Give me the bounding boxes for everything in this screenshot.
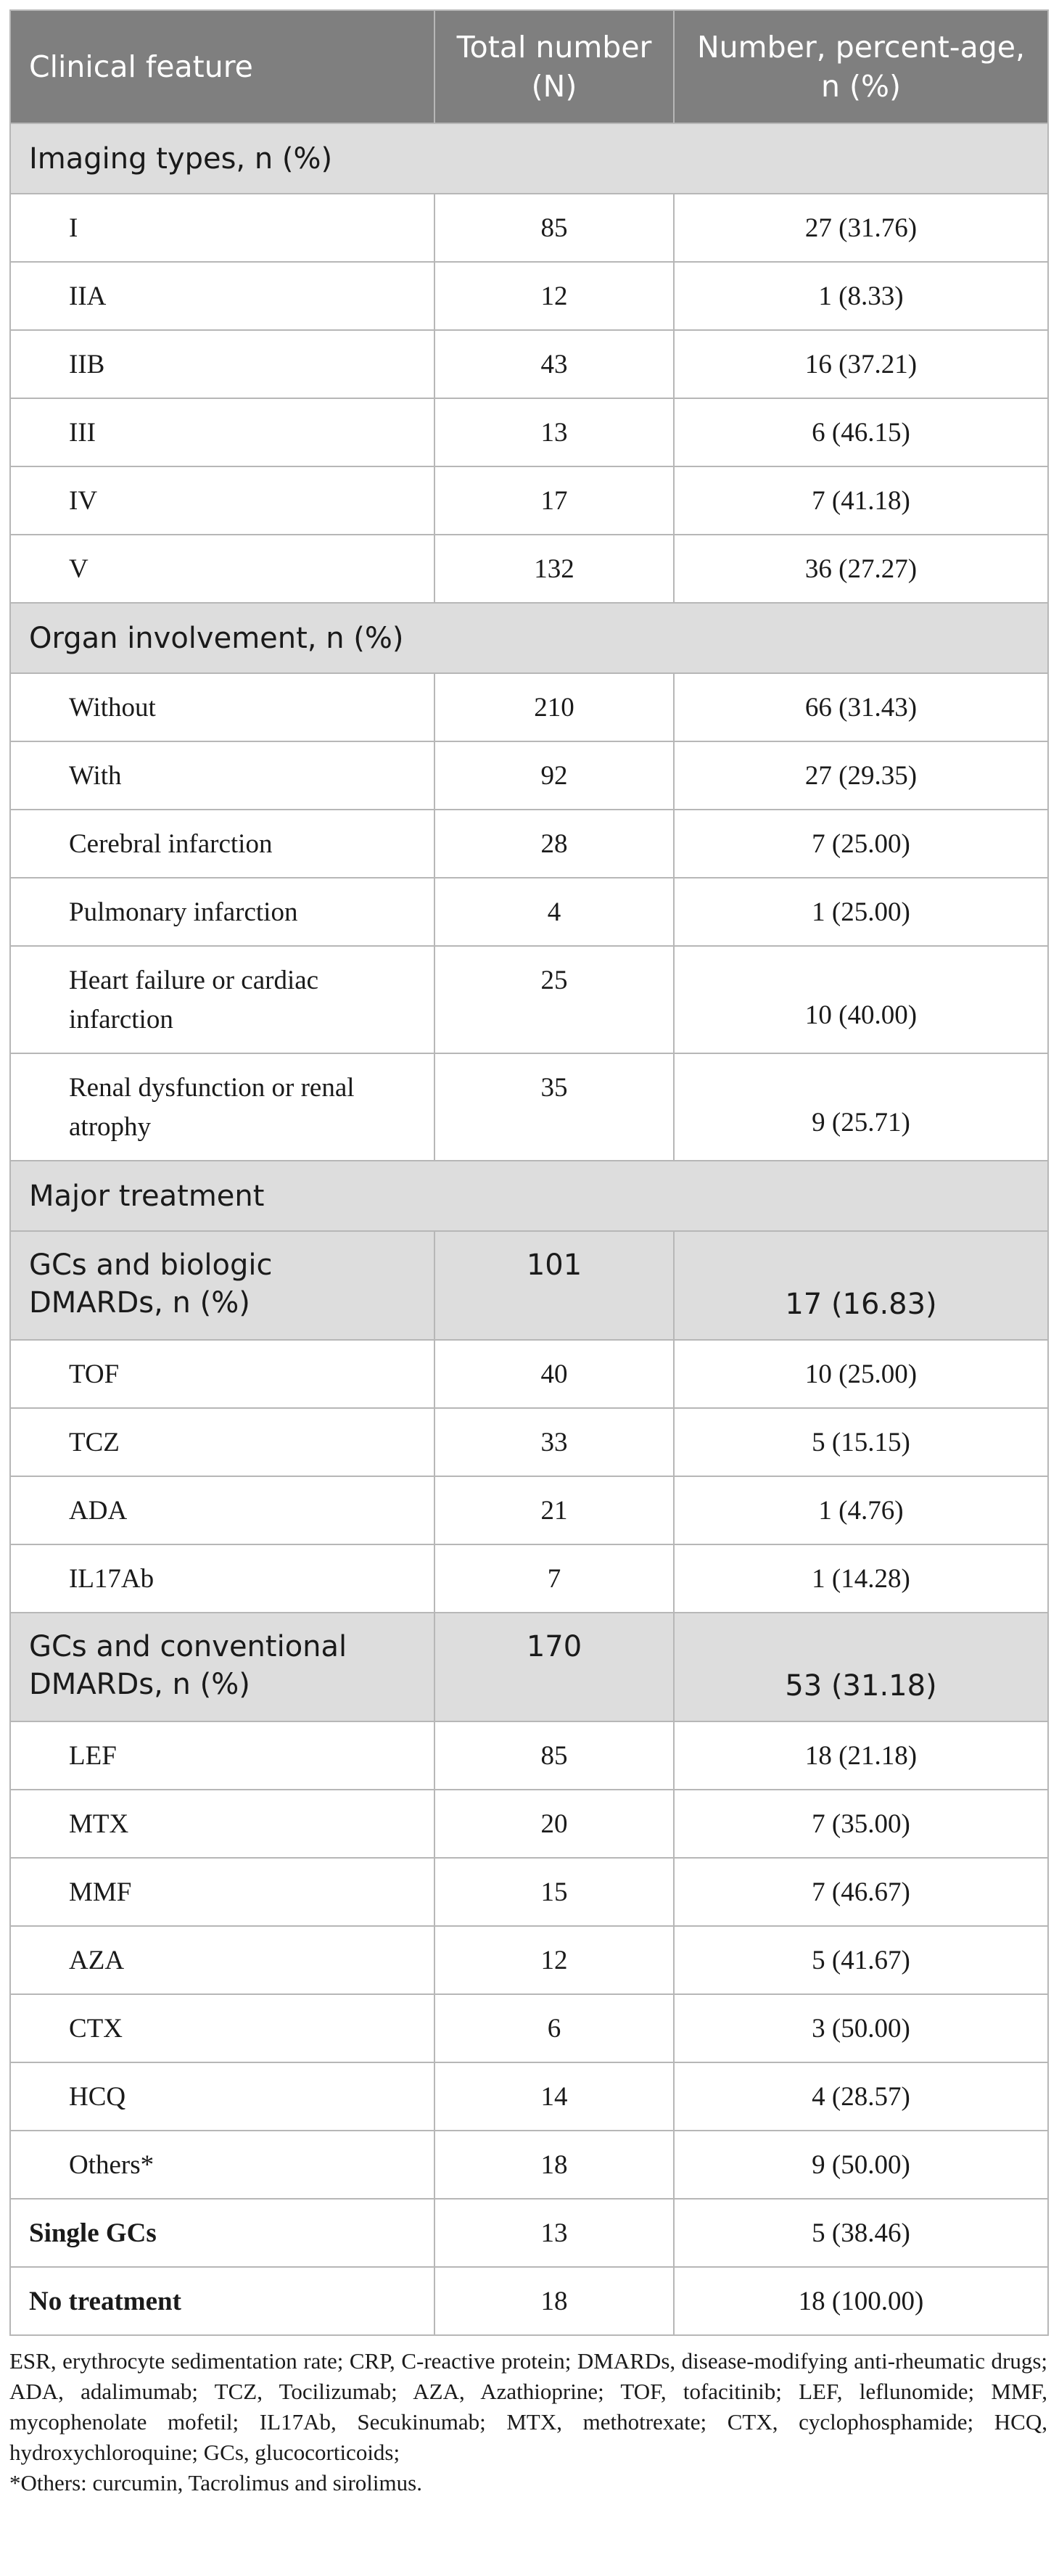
row-total: 13 [434, 398, 674, 466]
row-label: No treatment [10, 2267, 434, 2335]
section-title: Imaging types, n (%) [10, 123, 1048, 194]
table-row [10, 1408, 1048, 1476]
table-row [10, 1790, 1048, 1858]
row-value: 1 (8.33) [674, 262, 1048, 330]
row-value: 1 (4.76) [674, 1476, 1048, 1544]
row-label: With [10, 741, 434, 810]
table-row [10, 535, 1048, 603]
table-row [10, 1544, 1048, 1613]
table-row [10, 946, 1048, 1053]
row-total: 92 [434, 741, 674, 810]
row-label: TCZ [10, 1408, 434, 1476]
row-total: 15 [434, 1858, 674, 1926]
table-row [10, 1721, 1048, 1790]
row-value: 3 (50.00) [674, 1994, 1048, 2062]
row-total: 33 [434, 1408, 674, 1476]
section-organ-involvement [10, 603, 1048, 673]
section-total: 101 [434, 1231, 674, 1340]
row-total: 28 [434, 810, 674, 878]
row-value: 5 (15.15) [674, 1408, 1048, 1476]
row-total: 25 [434, 946, 674, 1053]
table-row [10, 194, 1048, 262]
row-total: 35 [434, 1053, 674, 1161]
row-value: 7 (46.67) [674, 1858, 1048, 1926]
table-row [10, 330, 1048, 398]
row-label: LEF [10, 1721, 434, 1790]
section-title: GCs and conventional DMARDs, n (%) [10, 1613, 434, 1721]
row-total: 40 [434, 1340, 674, 1408]
table-row [10, 466, 1048, 535]
row-value: 9 (25.71) [674, 1053, 1048, 1161]
row-total: 6 [434, 1994, 674, 2062]
table-row [10, 878, 1048, 946]
row-label: IL17Ab [10, 1544, 434, 1613]
row-label: TOF [10, 1340, 434, 1408]
table-row [10, 1926, 1048, 1994]
table-row [10, 1476, 1048, 1544]
row-total: 18 [434, 2131, 674, 2199]
row-label: Others* [10, 2131, 434, 2199]
row-value: 27 (31.76) [674, 194, 1048, 262]
section-value: 53 (31.18) [674, 1613, 1048, 1721]
row-value: 5 (38.46) [674, 2199, 1048, 2267]
row-label: I [10, 194, 434, 262]
table-row-single-gcs [10, 2199, 1048, 2267]
table-row [10, 741, 1048, 810]
table-row [10, 2131, 1048, 2199]
header-number-percentage: Number, percent-age, n (%) [674, 10, 1048, 123]
header-total-number: Total number (N) [434, 10, 674, 123]
row-value: 9 (50.00) [674, 2131, 1048, 2199]
table-row [10, 673, 1048, 741]
section-title: Major treatment [10, 1161, 1048, 1231]
row-total: 20 [434, 1790, 674, 1858]
table-footnote [9, 2346, 1047, 2498]
table-header-row [10, 10, 1048, 123]
row-label: CTX [10, 1994, 434, 2062]
section-title: Organ involvement, n (%) [10, 603, 1048, 673]
row-total: 13 [434, 2199, 674, 2267]
row-label: Without [10, 673, 434, 741]
row-value: 18 (100.00) [674, 2267, 1048, 2335]
section-gcs-conventional-dmards [10, 1613, 1048, 1721]
row-total: 21 [434, 1476, 674, 1544]
table-row [10, 810, 1048, 878]
clinical-features-table [9, 9, 1049, 2336]
row-total: 18 [434, 2267, 674, 2335]
row-value: 1 (14.28) [674, 1544, 1048, 1613]
row-total: 12 [434, 262, 674, 330]
table-row [10, 1858, 1048, 1926]
row-value: 5 (41.67) [674, 1926, 1048, 1994]
row-label: IIB [10, 330, 434, 398]
row-total: 210 [434, 673, 674, 741]
row-label: V [10, 535, 434, 603]
section-total: 170 [434, 1613, 674, 1721]
row-label: Pulmonary infarction [10, 878, 434, 946]
footnote-others: *Others: curcumin, Tacrolimus and sirolimus. [9, 2470, 422, 2495]
section-major-treatment [10, 1161, 1048, 1231]
section-value: 17 (16.83) [674, 1231, 1048, 1340]
row-label: Single GCs [10, 2199, 434, 2267]
row-total: 12 [434, 1926, 674, 1994]
row-value: 4 (28.57) [674, 2062, 1048, 2131]
row-value: 10 (40.00) [674, 946, 1048, 1053]
row-total: 85 [434, 1721, 674, 1790]
row-label: MTX [10, 1790, 434, 1858]
document [9, 9, 1047, 2498]
row-total: 43 [434, 330, 674, 398]
row-total: 7 [434, 1544, 674, 1613]
row-label: IIA [10, 262, 434, 330]
row-label: III [10, 398, 434, 466]
table-row [10, 1994, 1048, 2062]
table-row [10, 398, 1048, 466]
row-value: 7 (41.18) [674, 466, 1048, 535]
row-label: AZA [10, 1926, 434, 1994]
row-label: Heart failure or cardiac infarction [10, 946, 434, 1053]
row-label: Cerebral infarction [10, 810, 434, 878]
row-value: 36 (27.27) [674, 535, 1048, 603]
row-value: 66 (31.43) [674, 673, 1048, 741]
row-value: 7 (25.00) [674, 810, 1048, 878]
section-gcs-biologic-dmards [10, 1231, 1048, 1340]
section-imaging-types [10, 123, 1048, 194]
table-row [10, 2062, 1048, 2131]
row-total: 17 [434, 466, 674, 535]
row-total: 4 [434, 878, 674, 946]
row-value: 10 (25.00) [674, 1340, 1048, 1408]
table-row-no-treatment [10, 2267, 1048, 2335]
row-value: 1 (25.00) [674, 878, 1048, 946]
row-label: HCQ [10, 2062, 434, 2131]
row-label: Renal dysfunction or renal atrophy [10, 1053, 434, 1161]
section-title: GCs and biologic DMARDs, n (%) [10, 1231, 434, 1340]
row-value: 16 (37.21) [674, 330, 1048, 398]
row-value: 27 (29.35) [674, 741, 1048, 810]
row-label: ADA [10, 1476, 434, 1544]
table-row [10, 1340, 1048, 1408]
row-total: 14 [434, 2062, 674, 2131]
row-value: 18 (21.18) [674, 1721, 1048, 1790]
table-row [10, 1053, 1048, 1161]
row-label: IV [10, 466, 434, 535]
table-row [10, 262, 1048, 330]
header-clinical-feature: Clinical feature [10, 10, 434, 123]
row-total: 132 [434, 535, 674, 603]
row-total: 85 [434, 194, 674, 262]
row-value: 7 (35.00) [674, 1790, 1048, 1858]
row-value: 6 (46.15) [674, 398, 1048, 466]
row-label: MMF [10, 1858, 434, 1926]
footnote-abbreviations: ESR, erythrocyte sedimentation rate; CRP, C-reactive protein; DMARDs, disease-modifying anti-rheumatic drugs; ADA, adalimumab; TCZ, Tocilizumab; AZA, Azathioprine; TOF, tofacitinib; LEF, leflunomide; MMF, mycophenolate mofetil; IL17Ab, Secukinumab; MTX, methotrexate; CTX, cyclophosphamide; HCQ, hydroxychloroquine; GCs, glucocorticoids; [9, 2348, 1047, 2465]
